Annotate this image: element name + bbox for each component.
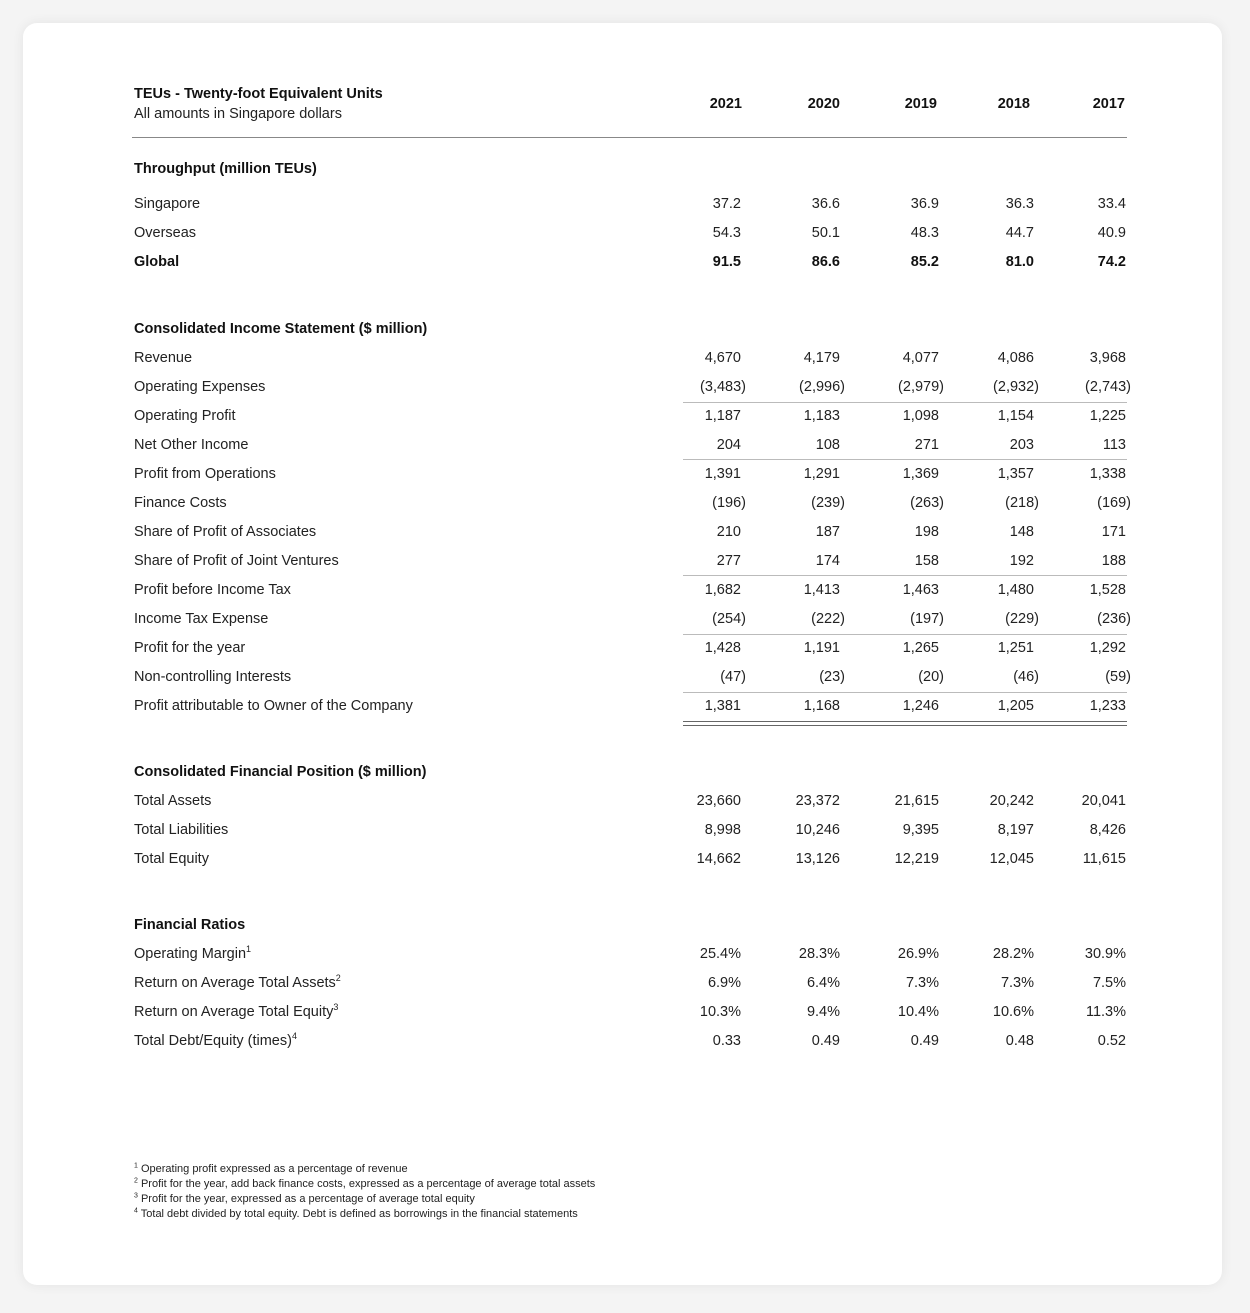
row-label — [134, 698, 413, 714]
table-row — [134, 822, 1134, 844]
table-row — [134, 225, 1134, 247]
year-header-2017: 2017 — [1092, 96, 1125, 112]
cell-value-2021: (3,483) — [700, 379, 746, 395]
cell-value-2018: 1,480 — [997, 582, 1034, 598]
footnote-number: 2 — [134, 1177, 138, 1185]
cell-value-2019: 12,219 — [894, 851, 939, 867]
section-title-financial-ratios: Financial Ratios — [134, 917, 246, 933]
row-label — [134, 975, 341, 991]
cell-value-2020: 23,372 — [795, 793, 840, 809]
cell-value-2021: 37.2 — [712, 196, 741, 212]
cell-value-2020: (23) — [819, 669, 845, 685]
cell-value-2018: 1,154 — [997, 408, 1034, 424]
cell-value-2018: (46) — [1013, 669, 1039, 685]
cell-value-2017: 1,528 — [1089, 582, 1126, 598]
row-label — [134, 640, 245, 656]
row-label — [134, 466, 276, 482]
cell-value-2020: 50.1 — [811, 225, 840, 241]
cell-value-2017: 0.52 — [1097, 1033, 1126, 1049]
cell-value-2021: 91.5 — [712, 254, 741, 270]
row-label — [134, 225, 196, 241]
total-double-rule — [683, 721, 1127, 722]
cell-value-2017: 3,968 — [1089, 350, 1126, 366]
section-title-financial-position: Consolidated Financial Position ($ million) — [134, 764, 427, 780]
table-row — [134, 495, 1134, 517]
table-row — [134, 946, 1134, 968]
row-label — [134, 350, 192, 366]
cell-value-2019: 85.2 — [910, 254, 939, 270]
subtotal-rule — [683, 634, 1127, 635]
cell-value-2021: (196) — [712, 495, 746, 511]
footnote-text: Total debt divided by total equity. Debt is defined as borrowings in the financial statements — [137, 1208, 578, 1220]
row-label-text: Profit attributable to Owner of the Company — [134, 698, 413, 714]
footnote-number: 1 — [134, 1162, 138, 1170]
cell-value-2021: 10.3% — [699, 1004, 741, 1020]
subtotal-rule — [683, 692, 1127, 693]
row-label — [134, 408, 236, 424]
row-label — [134, 669, 291, 685]
row-label-text: Share of Profit of Associates — [134, 524, 317, 540]
total-double-rule — [683, 725, 1127, 726]
cell-value-2018: 1,251 — [997, 640, 1034, 656]
cell-value-2021: 25.4% — [699, 946, 741, 962]
row-label-text: Global — [134, 254, 180, 270]
cell-value-2020: 1,191 — [803, 640, 840, 656]
table-subtitle: All amounts in Singapore dollars — [134, 106, 342, 122]
row-label-text: Profit for the year — [134, 640, 246, 656]
row-label-text: Revenue — [134, 350, 193, 366]
cell-value-2019: 9,395 — [902, 822, 939, 838]
cell-value-2020: 6.4% — [806, 975, 840, 991]
cell-value-2020: 86.6 — [811, 254, 840, 270]
cell-value-2017: 1,233 — [1089, 698, 1126, 714]
table-row — [134, 851, 1134, 873]
cell-value-2018: 20,242 — [989, 793, 1034, 809]
cell-value-2018: 12,045 — [989, 851, 1034, 867]
row-label-text: Profit before Income Tax — [134, 582, 291, 598]
footnotes — [134, 1162, 595, 1222]
footnote-item — [134, 1177, 595, 1192]
cell-value-2017: 11.3% — [1085, 1004, 1126, 1020]
cell-value-2020: 0.49 — [811, 1033, 840, 1049]
cell-value-2017: (59) — [1105, 669, 1131, 685]
cell-value-2018: 148 — [1009, 524, 1034, 540]
row-label — [134, 1004, 338, 1020]
footnote-item — [134, 1192, 595, 1207]
cell-value-2019: 271 — [914, 437, 939, 453]
cell-value-2020: 10,246 — [795, 822, 840, 838]
cell-value-2017: 7.5% — [1092, 975, 1126, 991]
table-row — [134, 793, 1134, 815]
cell-value-2021: 204 — [716, 437, 741, 453]
row-label — [134, 851, 209, 867]
table-row — [134, 466, 1134, 488]
cell-value-2019: 1,369 — [902, 466, 939, 482]
cell-value-2018: 192 — [1009, 553, 1034, 569]
cell-value-2019: (197) — [910, 611, 944, 627]
cell-value-2017: 20,041 — [1081, 793, 1126, 809]
table-row — [134, 1033, 1134, 1055]
cell-value-2018: 8,197 — [997, 822, 1034, 838]
cell-value-2019: 1,246 — [902, 698, 939, 714]
cell-value-2019: 10.4% — [897, 1004, 939, 1020]
cell-value-2021: 23,660 — [696, 793, 741, 809]
row-label-text: Total Debt/Equity (times) — [134, 1033, 292, 1049]
cell-value-2021: 1,187 — [704, 408, 741, 424]
subtotal-rule — [683, 575, 1127, 576]
table-row — [134, 350, 1134, 372]
cell-value-2019: 7.3% — [905, 975, 939, 991]
cell-value-2018: 36.3 — [1005, 196, 1034, 212]
cell-value-2017: 40.9 — [1097, 225, 1126, 241]
table-row — [134, 524, 1134, 546]
cell-value-2018: 1,205 — [997, 698, 1034, 714]
cell-value-2017: 74.2 — [1097, 254, 1126, 270]
footnote-text: Profit for the year, expressed as a percentage of average total equity — [137, 1193, 475, 1205]
cell-value-2021: 1,381 — [704, 698, 741, 714]
table-title: TEUs - Twenty-foot Equivalent Units — [134, 86, 383, 102]
row-label-text: Total Equity — [134, 851, 209, 867]
row-label-text: Operating Margin — [134, 946, 247, 962]
cell-value-2018: 4,086 — [997, 350, 1034, 366]
cell-value-2018: 203 — [1009, 437, 1034, 453]
cell-value-2020: 1,183 — [803, 408, 840, 424]
cell-value-2021: 0.33 — [712, 1033, 741, 1049]
cell-value-2017: (236) — [1097, 611, 1131, 627]
row-label-text: Return on Average Total Equity — [134, 1004, 334, 1020]
row-label-text: Operating Expenses — [134, 379, 266, 395]
row-label — [134, 437, 248, 453]
row-label — [134, 495, 227, 511]
cell-value-2018: (218) — [1005, 495, 1039, 511]
table-row — [134, 669, 1134, 691]
cell-value-2019: 158 — [914, 553, 939, 569]
cell-value-2018: 28.2% — [992, 946, 1034, 962]
cell-value-2021: 210 — [716, 524, 741, 540]
row-label-text: Return on Average Total Assets — [134, 975, 336, 991]
cell-value-2019: 0.49 — [910, 1033, 939, 1049]
table-row — [134, 408, 1134, 430]
cell-value-2020: 36.6 — [811, 196, 840, 212]
table-row — [134, 254, 1134, 276]
cell-value-2021: 14,662 — [696, 851, 741, 867]
cell-value-2019: 1,265 — [902, 640, 939, 656]
table-row — [134, 698, 1134, 720]
row-label — [134, 524, 316, 540]
table-row — [134, 611, 1134, 633]
row-label-text: Overseas — [134, 225, 197, 241]
cell-value-2020: 9.4% — [806, 1004, 840, 1020]
cell-value-2017: 171 — [1101, 524, 1126, 540]
subtotal-rule — [683, 459, 1127, 460]
cell-value-2018: (2,932) — [993, 379, 1039, 395]
cell-value-2018: (229) — [1005, 611, 1039, 627]
cell-value-2017: (169) — [1097, 495, 1131, 511]
cell-value-2018: 81.0 — [1005, 254, 1034, 270]
cell-value-2017: 8,426 — [1089, 822, 1126, 838]
table-row — [134, 1004, 1134, 1026]
cell-value-2019: 198 — [914, 524, 939, 540]
table-row — [134, 553, 1134, 575]
row-label-text: Total Liabilities — [134, 822, 229, 838]
cell-value-2017: 113 — [1102, 437, 1126, 453]
footnote-text: Operating profit expressed as a percentage of revenue — [137, 1163, 408, 1175]
row-label-text: Income Tax Expense — [134, 611, 269, 627]
footnote-number: 3 — [134, 1192, 138, 1200]
cell-value-2017: 188 — [1101, 553, 1126, 569]
subtotal-rule — [683, 402, 1127, 403]
cell-value-2018: 44.7 — [1005, 225, 1034, 241]
footnote-number: 4 — [134, 1207, 138, 1215]
cell-value-2021: (47) — [720, 669, 746, 685]
cell-value-2017: 1,292 — [1089, 640, 1126, 656]
cell-value-2021: 8,998 — [704, 822, 741, 838]
cell-value-2020: 108 — [815, 437, 840, 453]
cell-value-2017: 1,338 — [1089, 466, 1126, 482]
cell-value-2020: 1,168 — [803, 698, 840, 714]
row-label-text: Operating Profit — [134, 408, 236, 424]
row-label — [134, 582, 291, 598]
row-label — [134, 196, 200, 212]
cell-value-2019: 36.9 — [910, 196, 939, 212]
cell-value-2020: (222) — [811, 611, 845, 627]
cell-value-2020: 174 — [815, 553, 840, 569]
cell-value-2018: 1,357 — [997, 466, 1034, 482]
cell-value-2021: 4,670 — [704, 350, 741, 366]
cell-value-2019: 1,098 — [902, 408, 939, 424]
row-label — [134, 793, 211, 809]
year-header-2020: 2020 — [807, 96, 840, 112]
footnote-item — [134, 1162, 595, 1177]
cell-value-2019: 21,615 — [894, 793, 939, 809]
table-row — [134, 196, 1134, 218]
table-row — [134, 975, 1134, 997]
row-label-text: Share of Profit of Joint Ventures — [134, 553, 339, 569]
cell-value-2020: 4,179 — [803, 350, 840, 366]
footnote-marker: 1 — [246, 944, 252, 955]
cell-value-2019: 26.9% — [897, 946, 939, 962]
cell-value-2017: (2,743) — [1085, 379, 1131, 395]
cell-value-2017: 1,225 — [1089, 408, 1126, 424]
cell-value-2018: 10.6% — [992, 1004, 1034, 1020]
row-label-text: Finance Costs — [134, 495, 227, 511]
footnote-item — [134, 1207, 595, 1222]
section-title-throughput: Throughput (million TEUs) — [134, 161, 317, 177]
footnote-marker: 2 — [335, 973, 341, 984]
cell-value-2020: 28.3% — [798, 946, 840, 962]
cell-value-2021: 1,391 — [704, 466, 741, 482]
row-label — [134, 822, 228, 838]
cell-value-2020: (239) — [811, 495, 845, 511]
cell-value-2018: 7.3% — [1000, 975, 1034, 991]
cell-value-2019: 4,077 — [902, 350, 939, 366]
row-label — [134, 946, 251, 962]
cell-value-2021: (254) — [712, 611, 746, 627]
cell-value-2021: 54.3 — [712, 225, 741, 241]
row-label-text: Total Assets — [134, 793, 212, 809]
cell-value-2020: 1,413 — [803, 582, 840, 598]
cell-value-2019: 48.3 — [910, 225, 939, 241]
cell-value-2021: 1,428 — [704, 640, 741, 656]
cell-value-2017: 33.4 — [1097, 196, 1126, 212]
row-label — [134, 1033, 297, 1049]
year-header-2019: 2019 — [904, 96, 937, 112]
section-title-income-statement: Consolidated Income Statement ($ million) — [134, 321, 428, 337]
cell-value-2019: (2,979) — [898, 379, 944, 395]
footnote-text: Profit for the year, add back finance costs, expressed as a percentage of average total assets — [137, 1178, 596, 1190]
cell-value-2019: (20) — [918, 669, 944, 685]
row-label — [134, 611, 268, 627]
row-label — [134, 254, 179, 270]
cell-value-2020: (2,996) — [799, 379, 845, 395]
year-header-2018: 2018 — [997, 96, 1030, 112]
cell-value-2017: 11,615 — [1082, 851, 1126, 867]
cell-value-2020: 187 — [815, 524, 840, 540]
cell-value-2021: 277 — [716, 553, 741, 569]
cell-value-2018: 0.48 — [1005, 1033, 1034, 1049]
year-header-2021: 2021 — [709, 96, 742, 112]
table-row — [134, 582, 1134, 604]
cell-value-2020: 13,126 — [795, 851, 840, 867]
row-label-text: Profit from Operations — [134, 466, 276, 482]
table-row — [134, 379, 1134, 401]
cell-value-2019: (263) — [910, 495, 944, 511]
row-label-text: Net Other Income — [134, 437, 249, 453]
footnote-marker: 3 — [333, 1002, 339, 1013]
table-row — [134, 640, 1134, 662]
row-label-text: Singapore — [134, 196, 201, 212]
cell-value-2021: 1,682 — [704, 582, 741, 598]
row-label-text: Non-controlling Interests — [134, 669, 292, 685]
footnote-marker: 4 — [291, 1031, 297, 1042]
cell-value-2017: 30.9% — [1084, 946, 1126, 962]
cell-value-2021: 6.9% — [707, 975, 741, 991]
row-label — [134, 553, 339, 569]
table-row — [134, 437, 1134, 459]
header-divider — [132, 137, 1127, 138]
cell-value-2020: 1,291 — [803, 466, 840, 482]
cell-value-2019: 1,463 — [902, 582, 939, 598]
row-label — [134, 379, 265, 395]
